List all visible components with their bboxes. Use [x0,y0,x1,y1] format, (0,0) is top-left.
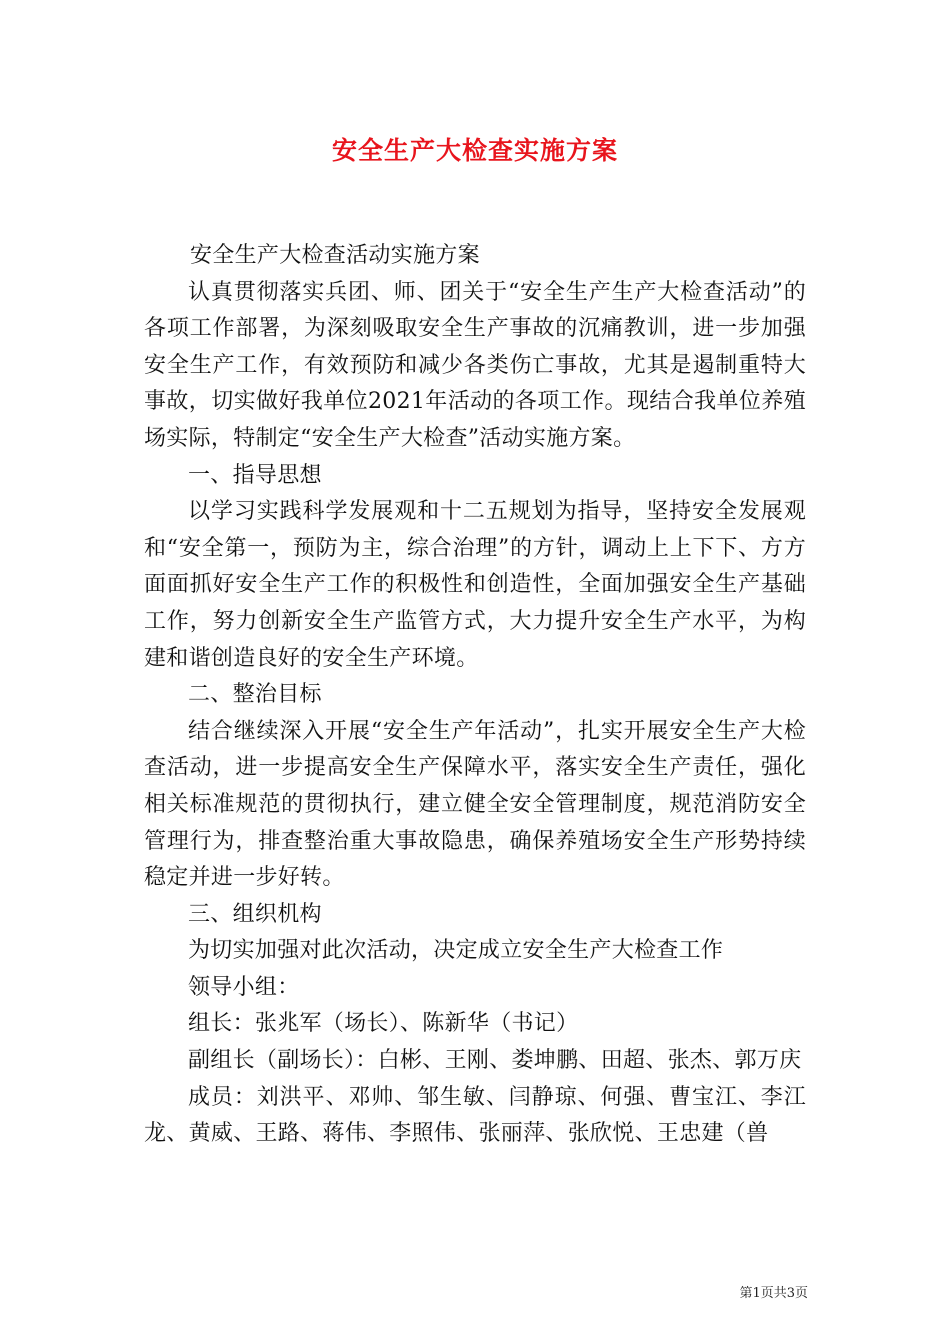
section-heading-guiding-ideology: 一、指导思想 [188,462,322,488]
group-leader-line: 组长：张兆军（场长）、陈新华（书记） [188,1011,579,1037]
section-heading-organization: 三、组织机构 [188,901,322,927]
intro-paragraph: 认真贯彻落实兵团、师、团关于“安全生产生产大检查活动”的各项工作部署，为深刻吸取安全生产事故的沉痛教训，进一步加强安全生产工作，有效预防和减少各类伤亡事故，尤其是遏制重特大事故，切实做好我单位2021年活动的各项工作。现结合我单位养殖场实际，特制定“安全生产大检查”活动实施方案。 [144,279,806,451]
leadership-group-label: 领导小组： [188,974,300,1000]
guiding-ideology-paragraph: 以学习实践科学发展观和十二五规划为指导，坚持安全发展观和“安全第一，预防为主，综合治理”的方针，调动上上下下、方方面面抓好安全生产工作的积极性和创造性，全面加强安全生产基础工作，努力创新安全生产监管方式，大力提升安全生产水平，为构建和谐创造良好的安全生产环境。 [144,499,806,671]
organization-paragraph: 为切实加强对此次活动，决定成立安全生产大检查工作 [188,938,724,964]
document-body [144,238,806,1153]
section-heading-goals: 二、整治目标 [188,682,322,708]
deputy-leader-line: 副组长（副场长）：白彬、王刚、娄坤鹏、田超、张杰、郭万庆 [188,1048,802,1074]
document-subtitle: 安全生产大检查活动实施方案 [190,243,480,268]
page-number-footer: 第1页共3页 [739,1286,808,1301]
goals-paragraph: 结合继续深入开展“安全生产年活动”，扎实开展安全生产大检查活动，进一步提高安全生产保障水平，落实安全生产责任，强化相关标准规范的贯彻执行，建立健全安全管理制度，规范消防安全管理行为，排查整治重大事故隐患，确保养殖场安全生产形势持续稳定并进一步好转。 [144,718,806,891]
members-line: 成员：刘洪平、邓帅、邹生敏、闫静琼、何强、曹宝江、李江龙、黄威、王路、蒋伟、李照伟、张丽萍、张欣悦、王忠建（兽 [144,1084,806,1147]
page-title: 安全生产大检查实施方案 [331,136,618,165]
